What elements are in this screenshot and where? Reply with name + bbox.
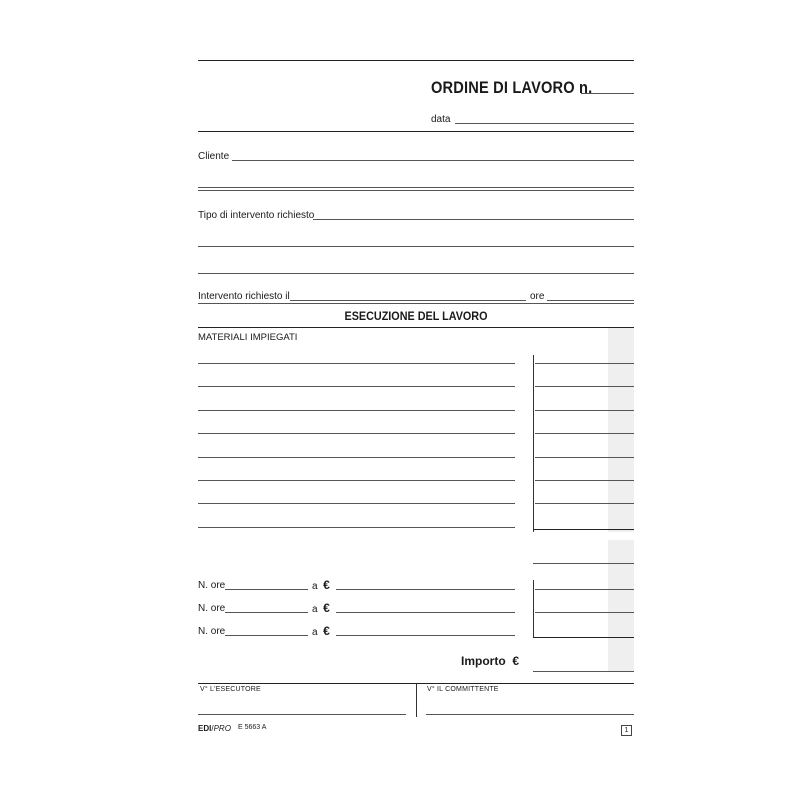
euro-icon: €: [323, 624, 330, 638]
labor-amount-line[interactable]: [535, 612, 634, 613]
materials-total-rule: [533, 529, 634, 530]
material-line[interactable]: [198, 503, 515, 504]
material-amount-line[interactable]: [535, 363, 634, 364]
top-rule: [198, 60, 634, 61]
section-title: ESECUZIONE DEL LAVORO: [344, 309, 488, 323]
euro-icon: €: [323, 578, 330, 592]
material-amount-line[interactable]: [535, 457, 634, 458]
requested-on-field[interactable]: [290, 300, 526, 301]
client-sign-label: V° IL COMMITTENTE: [427, 686, 499, 693]
section-rule-top: [198, 303, 634, 304]
labor-hours-field[interactable]: [225, 612, 308, 613]
material-line[interactable]: [198, 386, 515, 387]
total-field[interactable]: [533, 671, 634, 672]
client-label: Cliente: [198, 151, 230, 162]
labor-hours-label: N. ore: [198, 580, 226, 591]
executor-signature-field[interactable]: [198, 714, 406, 715]
labor-hours-field[interactable]: [225, 635, 308, 636]
material-amount-line[interactable]: [535, 386, 634, 387]
labor-amount-line[interactable]: [535, 589, 634, 590]
euro-icon: €: [323, 601, 330, 615]
materials-label: MATERIALI IMPIEGATI: [198, 332, 298, 343]
labor-rate-field[interactable]: [336, 635, 515, 636]
material-line[interactable]: [198, 433, 515, 434]
amount-column-rule: [533, 355, 534, 532]
labor-hours-label: N. ore: [198, 626, 226, 637]
client-field-line-2[interactable]: [198, 187, 634, 188]
hours-field[interactable]: [547, 300, 634, 301]
labor-rate-label: a €: [312, 624, 330, 638]
labor-total-rule: [533, 637, 634, 638]
section-rule-bottom: [198, 327, 634, 328]
hours-label: ore: [530, 291, 545, 302]
brand-logo: EDI/PRO: [198, 724, 231, 733]
labor-rate-field[interactable]: [336, 589, 515, 590]
labor-rate-label: a €: [312, 601, 330, 615]
labor-rate-label: a €: [312, 578, 330, 592]
total-label: Importo €: [461, 654, 520, 668]
page-number: 1: [621, 725, 632, 736]
euro-icon: €: [512, 654, 520, 668]
labor-amount-shade: [608, 540, 634, 672]
labor-hours-field[interactable]: [225, 589, 308, 590]
material-amount-line[interactable]: [535, 433, 634, 434]
date-label: data: [431, 114, 451, 125]
labor-hours-label: N. ore: [198, 603, 226, 614]
order-number-field[interactable]: [581, 93, 634, 94]
client-separator: [198, 190, 634, 191]
labor-amount-column-rule: [533, 580, 534, 638]
intervention-type-line-3[interactable]: [198, 273, 634, 274]
executor-label: V° L'ESECUTORE: [200, 686, 261, 693]
signature-divider: [416, 684, 417, 717]
material-amount-line[interactable]: [535, 410, 634, 411]
requested-on-label: Intervento richiesto il: [198, 291, 290, 302]
form-code: E 5663 A: [238, 724, 267, 731]
material-line[interactable]: [198, 363, 515, 364]
work-order-form: [198, 0, 634, 800]
client-field[interactable]: [232, 160, 634, 161]
material-line[interactable]: [198, 527, 515, 528]
client-signature-field[interactable]: [426, 714, 634, 715]
material-line[interactable]: [198, 457, 515, 458]
material-amount-line[interactable]: [535, 480, 634, 481]
form-title: ORDINE DI LAVORO n.: [431, 78, 593, 97]
intervention-type-label: Tipo di intervento richiesto: [198, 210, 315, 221]
material-line[interactable]: [198, 480, 515, 481]
header-rule: [198, 131, 634, 132]
material-line[interactable]: [198, 410, 515, 411]
intervention-type-field[interactable]: [313, 219, 634, 220]
material-amount-line[interactable]: [535, 503, 634, 504]
labor-rate-field[interactable]: [336, 612, 515, 613]
date-field[interactable]: [455, 123, 634, 124]
materials-subtotal-line[interactable]: [533, 563, 634, 564]
amount-column-shade: [608, 328, 634, 532]
intervention-type-line-2[interactable]: [198, 246, 634, 247]
